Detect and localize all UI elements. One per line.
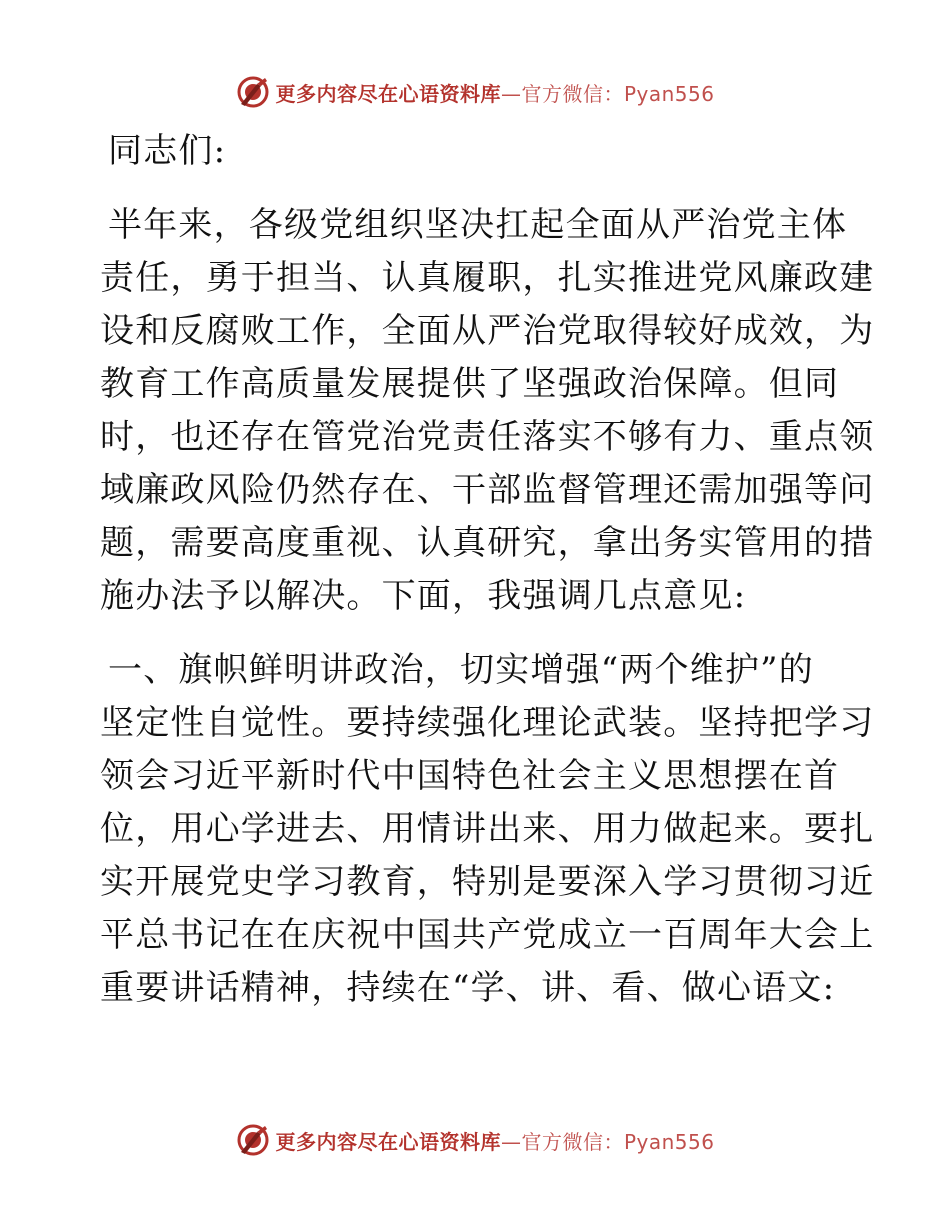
text-line: 实开展党史学习教育，特别是要深入学习贯彻习近 <box>100 862 875 902</box>
text-line: 坚定性自觉性。要持续强化理论武装。坚持把学习 <box>100 703 875 743</box>
text-line: 平总书记在在庆祝中国共产党成立一百周年大会上 <box>100 915 875 955</box>
text-line: 施办法予以解决。下面，我强调几点意见: <box>100 576 747 616</box>
text-line: 责任，勇于担当、认真履职，扎实推进党风廉政建 <box>100 258 875 298</box>
text-line: 教育工作高质量发展提供了坚强政治保障。但同 <box>100 364 840 404</box>
text-line: 半年来，各级党组织坚决扛起全面从严治党主体 <box>108 205 848 245</box>
text-line: 重要讲话精神，持续在“学、讲、看、做心语文: <box>100 968 836 1008</box>
watermark-header <box>0 72 950 112</box>
text-line: 时，也还存在管党治党责任落实不够有力、重点领 <box>100 417 875 457</box>
paragraph-1 <box>100 199 875 623</box>
text-line: 题，需要高度重视、认真研究，拿出务实管用的措 <box>100 523 875 563</box>
watermark-footer <box>0 1120 950 1160</box>
text-line: 设和反腐败工作，全面从严治党取得较好成效，为 <box>100 311 875 351</box>
greeting: 同志们: <box>108 131 227 171</box>
text-line: 位，用心学进去、用情讲出来、用力做起来。要扎 <box>100 809 875 849</box>
document-body <box>100 125 875 1015</box>
paragraph-2 <box>100 644 875 1015</box>
text-line: 一、旗帜鲜明讲政治，切实增强“两个维护”的 <box>108 650 814 690</box>
text-line: 领会习近平新时代中国特色社会主义思想摆在首 <box>100 756 840 796</box>
watermark-contact-text: —官方微信：Pyan556 <box>500 1129 715 1154</box>
watermark-contact-text: —官方微信：Pyan556 <box>500 81 715 106</box>
watermark-main-text: 更多内容尽在心语资料库 <box>275 1129 501 1154</box>
pen-seal-icon <box>235 1122 271 1158</box>
watermark-main-text: 更多内容尽在心语资料库 <box>275 81 501 106</box>
pen-seal-icon <box>235 74 271 110</box>
text-line: 域廉政风险仍然存在、干部监督管理还需加强等问 <box>100 470 875 510</box>
